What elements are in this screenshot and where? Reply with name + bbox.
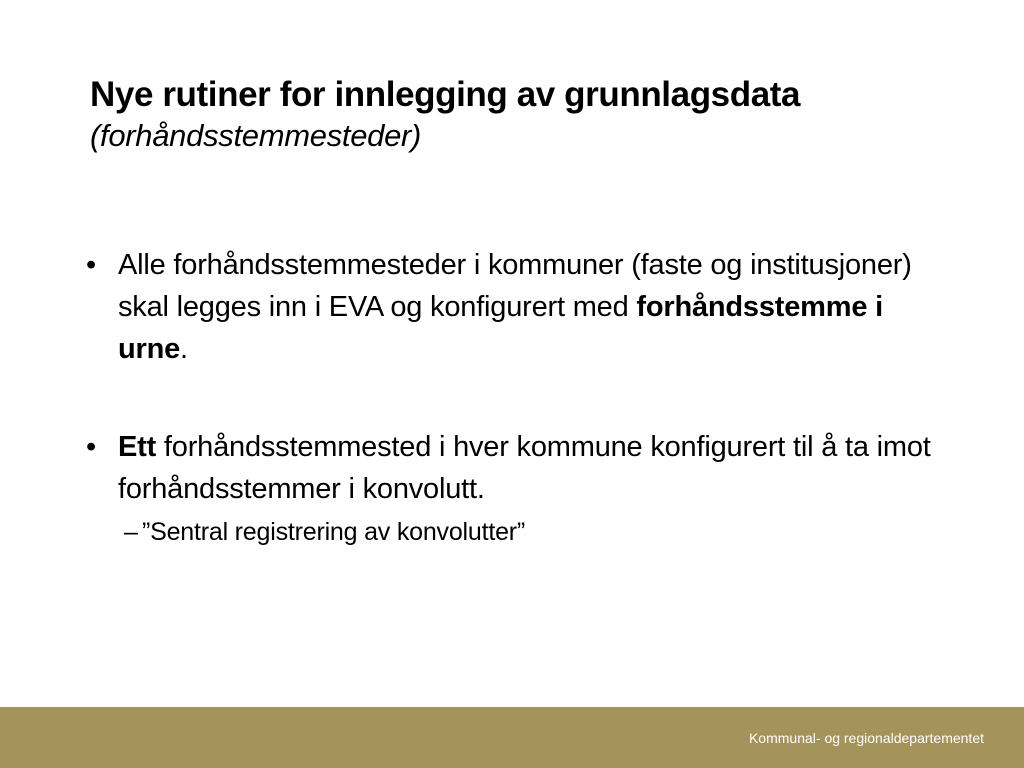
footer-text: Kommunal- og regionaldepartementet — [748, 730, 984, 746]
bullet-bold-text: Ett — [118, 431, 157, 463]
bullet-item — [86, 426, 946, 510]
bullet-bold-text: forhåndsstemme i urne — [118, 291, 883, 365]
sub-bullet-marker: – — [124, 518, 138, 546]
slide-title: Nye rutiner for innlegging av grunnlagsdata — [90, 75, 801, 114]
bullet-text: Alle forhåndsstemmesteder i kommuner (faste og institusjoner) skal legges inn i EVA og konfigurert med — [118, 249, 912, 323]
slide-subtitle: (forhåndsstemmesteder) — [90, 118, 422, 153]
bullet-text-end: . — [180, 333, 188, 365]
title-block — [90, 74, 970, 156]
footer-bar — [0, 707, 1024, 768]
bullet-marker: • — [86, 249, 96, 281]
slide-content — [86, 244, 946, 550]
sub-bullet-item — [86, 514, 946, 550]
bullet-text: forhåndsstemmested i hver kommune konfigurert til å ta imot forhåndsstemmer i konvolutt. — [118, 431, 931, 505]
sub-bullet-text: ”Sentral registrering av konvolutter” — [142, 518, 526, 546]
bullet-item — [86, 244, 946, 370]
bullet-marker: • — [86, 431, 96, 463]
